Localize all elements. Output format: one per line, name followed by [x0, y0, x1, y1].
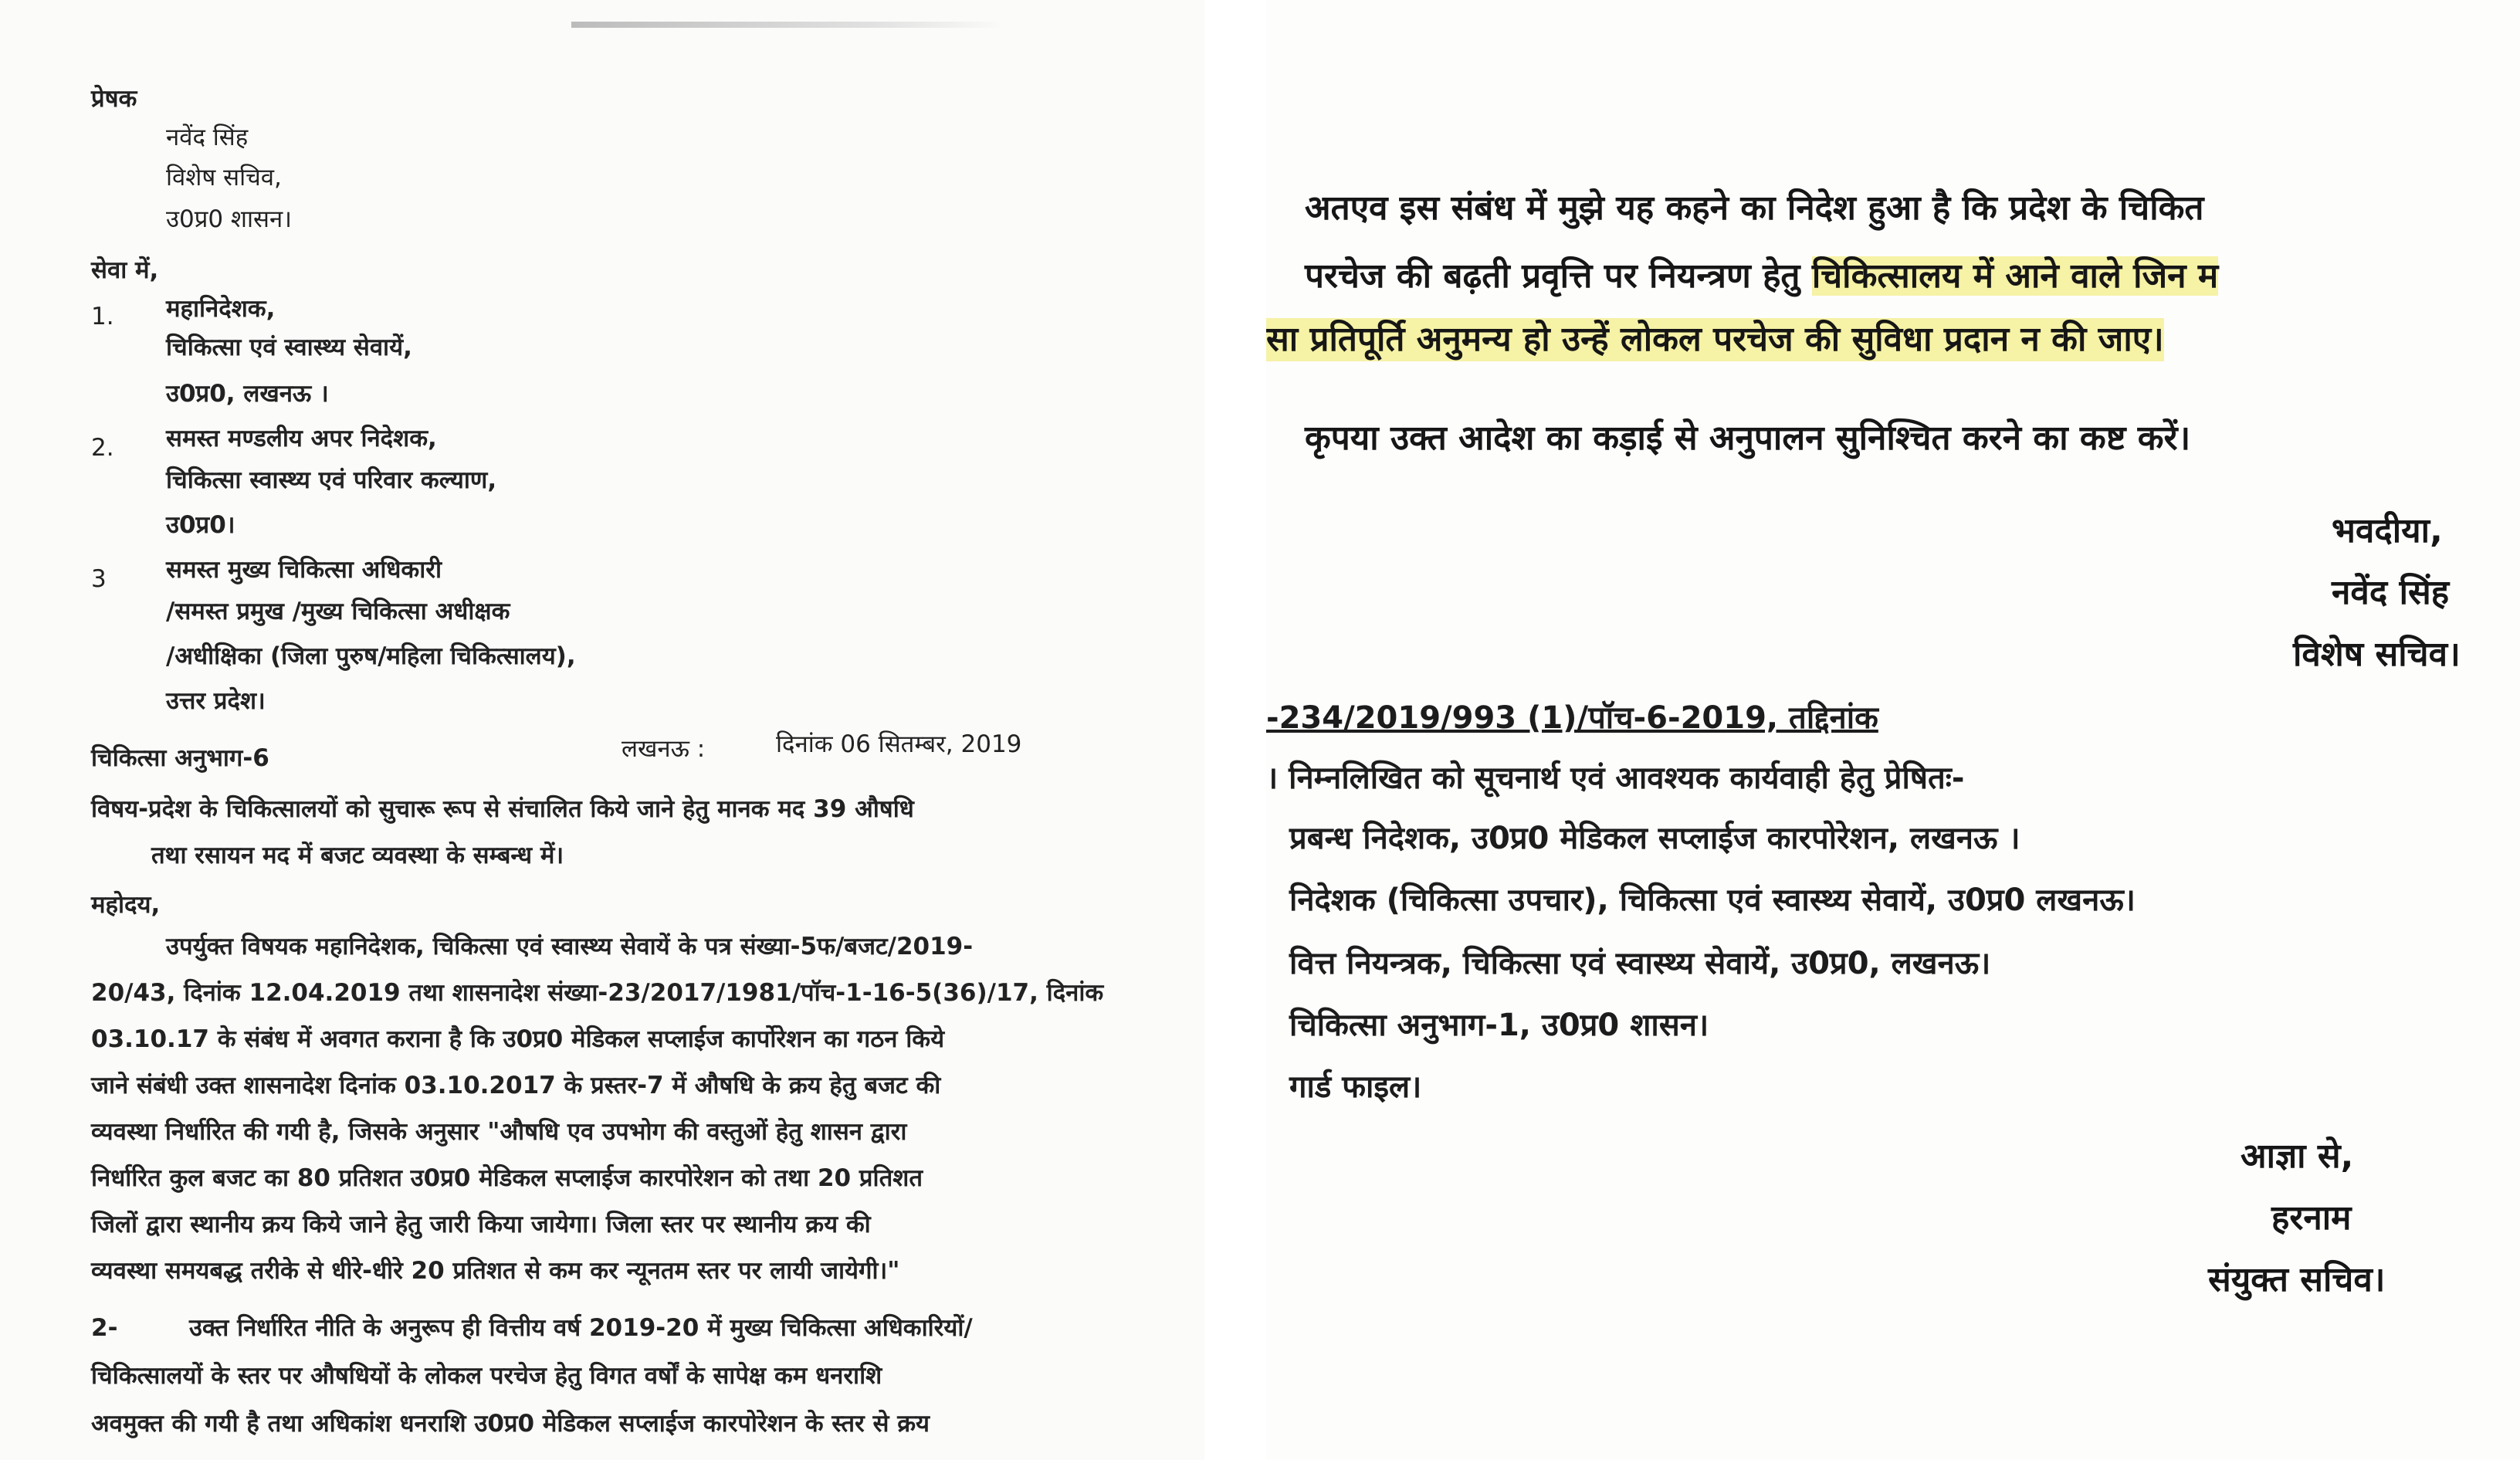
recipient-2-line: समस्त मण्डलीय अपर निदेशक,: [166, 425, 437, 452]
section-name: चिकित्सा अनुभाग-6: [91, 744, 269, 772]
para1-line: उपर्युक्त विषयक महानिदेशक, चिकित्सा एवं स्वास्थ्य सेवायें के पत्र संख्या-5फ/बजट/2019-: [166, 933, 974, 960]
recipient-number: 2.: [91, 434, 114, 462]
letter-page-left: [0, 0, 1204, 1460]
para1-line: व्यवस्था निर्धारित की गयी है, जिसके अनुसार "औषधि एव उपभोग की वस्तुओं हेतु शासन द्वारा: [91, 1118, 907, 1146]
recipient-3-line: उत्तर प्रदेश।: [166, 687, 266, 715]
cc-item: गार्ड फाइल।: [1289, 1069, 1422, 1105]
para1-line: व्यवस्था समयबद्ध तरीके से धीरे-धीरे 20 प्रतिशत से कम कर न्यूनतम स्तर पर लायी जायेगी।": [91, 1257, 900, 1285]
subject-line: विषय-प्रदेश के चिकित्सालयों को सुचारू रूप से संचालित किये जाने हेतु मानक मद 39 औषधि: [91, 795, 914, 823]
letter-page-right: [1266, 0, 2520, 1460]
salutation: महोदय,: [91, 891, 161, 919]
para-line: [1305, 255, 2218, 298]
para1-line: जाने संबंधी उक्त शासनादेश दिनांक 03.10.2017 के प्रस्तर-7 में औषधि के क्रय हेतु बजट की: [91, 1072, 941, 1099]
para2-line: उक्त निर्धारित नीति के अनुरूप ही वित्तीय वर्ष 2019-20 में मुख्य चिकित्सा अधिकारियों/: [189, 1314, 973, 1342]
sender-designation: विशेष सचिव,: [166, 164, 282, 191]
sender-name: नवेंद सिंह: [166, 124, 249, 151]
para-line-highlighted: सा प्रतिपूर्ति अनुमन्य हो उन्हें लोकल परचेज की सुविधा प्रदान न की जाए।: [1266, 318, 2164, 361]
recipient-3-line: समस्त मुख्य चिकित्सा अधिकारी: [166, 556, 442, 584]
para1-line: 20/43, दिनांक 12.04.2019 तथा शासनादेश संख्या-23/2017/1981/पॉच-1-16-5(36)/17, दिनांक: [91, 979, 1104, 1007]
para2-line: अवमुक्त की गयी है तथा अधिकांश धनराशि उ0प्र0 मेडिकल सप्लाईज कारपोरेशन के स्तर से क्रय: [91, 1410, 930, 1438]
para1-line: 03.10.17 के संबंध में अवगत कराना है कि उ0प्र0 मेडिकल सप्लाईज कार्पोरेशन का गठन किये: [91, 1025, 945, 1053]
para2-line: चिकित्सालयों के स्तर पर औषधियों के लोकल परचेज हेतु विगत वर्षों के सापेक्ष कम धनराशि: [91, 1362, 882, 1390]
sender-office: उ0प्र0 शासन।: [166, 205, 292, 233]
cc-item: वित्त नियन्त्रक, चिकित्सा एवं स्वास्थ्य सेवायें, उ0प्र0, लखनऊ।: [1289, 946, 1991, 981]
subject-line: तथा रसायन मद में बजट व्यवस्था के सम्बन्ध में।: [151, 842, 564, 869]
recipient-number: 1.: [91, 303, 114, 330]
highlighted-phrase: चिकित्सालय में आने वाले जिन म: [1811, 256, 2219, 296]
recipient-3-line: /अधीक्षिका (जिला पुरुष/महिला चिकित्सालय),: [166, 642, 576, 670]
page-header-rule: [571, 22, 1004, 28]
para-line-text: परचेज की बढ़ती प्रवृत्ति पर नियन्त्रण हेतु: [1305, 256, 1812, 296]
closing-name: नवेंद सिंह: [2332, 573, 2450, 612]
page-gutter: [1204, 0, 1266, 1460]
cc-item: चिकित्सा अनुभाग-1, उ0प्र0 शासन।: [1289, 1008, 1709, 1043]
closing-designation: विशेष सचिव।: [2293, 635, 2461, 674]
recipient-number: 3: [91, 565, 107, 593]
recipient-2-line: उ0प्र0।: [166, 511, 235, 539]
recipient-1-line: महानिदेशक,: [166, 295, 276, 323]
cc-intro: । निम्नलिखित को सूचनार्थ एवं आवश्यक कार्यवाही हेतु प्रेषितः-: [1266, 760, 1965, 796]
reference-number: -234/2019/993 (1)/पॉच-6-2019, तद्दिनांक: [1266, 700, 1878, 736]
para1-line: जिलों द्वारा स्थानीय क्रय किये जाने हेतु जारी किया जायेगा। जिला स्तर पर स्थानीय क्रय की: [91, 1211, 871, 1238]
para2-number: 2-: [91, 1314, 118, 1342]
para2-line: कृपया उक्त आदेश का कड़ाई से अनुपालन सुनिश्चित करने का कष्ट करें।: [1305, 418, 2191, 458]
sender-label: प्रेषक: [91, 85, 137, 113]
letter-date: दिनांक 06 सितम्बर, 2019: [776, 730, 1022, 758]
closing-line: भवदीया,: [2332, 511, 2443, 550]
signatory-designation: संयुक्त सचिव।: [2208, 1260, 2386, 1299]
cc-item: निदेशक (चिकित्सा उपचार), चिकित्सा एवं स्वास्थ्य सेवायें, उ0प्र0 लखनऊ।: [1289, 882, 2136, 918]
recipient-3-line: /समस्त प्रमुख /मुख्य चिकित्सा अधीक्षक: [166, 598, 510, 625]
para-line: अतएव इस संबंध में मुझे यह कहने का निदेश हुआ है कि प्रदेश के चिकित: [1305, 188, 2204, 228]
cc-item: प्रबन्ध निदेशक, उ0प्र0 मेडिकल सप्लाईज कारपोरेशन, लखनऊ ।: [1289, 821, 2020, 856]
para1-line: निर्धारित कुल बजट का 80 प्रतिशत उ0प्र0 मेडिकल सप्लाईज कारपोरेशन को तथा 20 प्रतिशत: [91, 1164, 923, 1192]
signatory-name: हरनाम: [2271, 1198, 2352, 1238]
recipient-label: सेवा में,: [91, 256, 159, 284]
recipient-2-line: चिकित्सा स्वास्थ्य एवं परिवार कल्याण,: [166, 466, 497, 494]
recipient-1-line: उ0प्र0, लखनऊ ।: [166, 380, 329, 408]
letter-place: लखनऊ :: [622, 735, 706, 763]
recipient-1-line: चिकित्सा एवं स्वास्थ्य सेवायें,: [166, 334, 412, 361]
sign-line: आज्ञा से,: [2241, 1136, 2354, 1176]
